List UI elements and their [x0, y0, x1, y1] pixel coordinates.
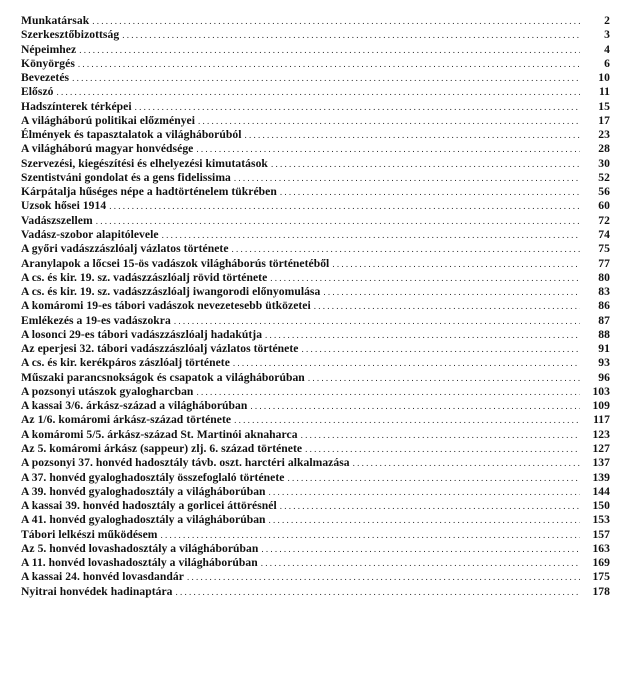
- toc-entry: [21, 285, 610, 299]
- toc-entry-page-number: 2: [604, 14, 610, 27]
- toc-entry-title: Nyitrai honvédek hadinaptára: [21, 584, 173, 598]
- toc-entry-page-number: 87: [598, 313, 610, 327]
- dot-leader: [332, 257, 580, 271]
- dot-leader: [135, 100, 580, 114]
- toc-entry: [21, 342, 610, 356]
- toc-entry: [21, 28, 610, 42]
- toc-entry-page-number: 153: [592, 513, 610, 527]
- toc-entry-title: Tábori lelkészi működésem: [21, 527, 158, 541]
- toc-entry: [21, 43, 610, 57]
- toc-entry: [21, 485, 610, 499]
- dot-leader: [72, 71, 580, 85]
- toc-entry: [21, 371, 610, 385]
- toc-entry-page-number: 139: [592, 470, 610, 484]
- dot-leader: [161, 528, 580, 542]
- toc-entry: [21, 57, 610, 71]
- toc-entry-page-number: 11: [598, 85, 610, 99]
- toc-entry-page-number: 96: [598, 370, 610, 384]
- dot-leader: [261, 542, 580, 556]
- toc-entry: [21, 570, 610, 584]
- toc-entry: [21, 499, 610, 513]
- toc-entry: [21, 471, 610, 485]
- toc-entry: [21, 385, 610, 399]
- dot-leader: [96, 214, 580, 228]
- toc-entry-page-number: 30: [598, 156, 610, 170]
- toc-entry-title: A kassai 3/6. árkász-század a világháborúban: [21, 399, 248, 413]
- toc-entry: [21, 228, 610, 242]
- toc-entry: [21, 185, 610, 199]
- dot-leader: [57, 85, 580, 99]
- dot-leader: [270, 271, 580, 285]
- toc-entry: [21, 242, 610, 256]
- toc-entry: [21, 399, 610, 413]
- toc-entry-title: Előszó: [21, 85, 54, 99]
- toc-entry-title: Kárpátalja hűséges népe a hadtörténelem tükrében: [21, 185, 277, 199]
- toc-entry-page-number: 169: [592, 556, 610, 570]
- toc-entry: [21, 356, 610, 370]
- toc-entry: [21, 171, 610, 185]
- toc-entry-title: A győri vadászzászlóalj vázlatos története: [21, 242, 229, 256]
- dot-leader: [314, 299, 580, 313]
- toc-entry-title: A cs. és kir. kerékpáros zászlóalj története: [21, 356, 230, 370]
- toc-entry: [21, 271, 610, 285]
- toc-entry-page-number: 56: [598, 185, 610, 199]
- toc-entry-title: Szentistváni gondolat és a gens fidelissima: [21, 170, 231, 184]
- dot-leader: [162, 228, 580, 242]
- toc-entry-page-number: 117: [593, 413, 610, 427]
- toc-entry-title: Műszaki parancsnokságok és csapatok a világháborúban: [21, 370, 305, 384]
- dot-leader: [269, 513, 580, 527]
- toc-entry-page-number: 109: [592, 399, 610, 413]
- dot-leader: [244, 128, 580, 142]
- toc-entry-page-number: 80: [598, 270, 610, 284]
- toc-entry-page-number: 77: [598, 256, 610, 270]
- toc-entry-title: Szerkesztőbizottság: [21, 28, 120, 42]
- toc-entry: [21, 114, 610, 128]
- toc-entry-page-number: 6: [604, 56, 610, 70]
- toc-entry: [21, 428, 610, 442]
- dot-leader: [196, 142, 580, 156]
- dot-leader: [265, 328, 580, 342]
- toc-entry-page-number: 175: [592, 570, 610, 584]
- toc-entry-page-number: 178: [592, 584, 610, 598]
- toc-entry-page-number: 83: [598, 285, 610, 299]
- dot-leader: [308, 371, 580, 385]
- dot-leader: [353, 456, 580, 470]
- dot-leader: [301, 428, 580, 442]
- dot-leader: [196, 385, 580, 399]
- dot-leader: [280, 185, 580, 199]
- toc-entry-page-number: 3: [604, 28, 610, 42]
- toc-entry-page-number: 103: [592, 384, 610, 398]
- dot-leader: [233, 356, 580, 370]
- dot-leader: [234, 413, 580, 427]
- toc-entry: [21, 199, 610, 213]
- toc-entry-title: Népeimhez: [21, 42, 77, 56]
- dot-leader: [187, 570, 580, 584]
- toc-entry-title: A 39. honvéd gyaloghadosztály a világháborúban: [21, 484, 266, 498]
- toc-entry: [21, 85, 610, 99]
- toc-entry-title: A pozsonyi 37. honvéd hadosztály távb. oszt. harctéri alkalmazása: [21, 456, 350, 470]
- toc-entry: [21, 214, 610, 228]
- toc-entry-title: A 37. honvéd gyaloghadosztály összefoglaló története: [21, 470, 285, 484]
- toc-entry-page-number: 127: [592, 441, 610, 455]
- toc-entry-title: Aranylapok a lőcsei 15-ös vadászok világháborús történetéből: [21, 256, 330, 270]
- toc-entry-page-number: 91: [598, 342, 610, 356]
- toc-entry-title: Könyörgés: [21, 56, 75, 70]
- toc-entry-title: A losonci 29-es tábori vadászzászlóalj hadakútja: [21, 327, 263, 341]
- toc-entry-page-number: 137: [592, 456, 610, 470]
- toc-entry-title: Az 5. honvéd lovashadosztály a világháborúban: [21, 541, 259, 555]
- toc-entry-page-number: 157: [592, 527, 610, 541]
- dot-leader: [250, 399, 580, 413]
- toc-entry-page-number: 23: [598, 128, 610, 142]
- toc-entry-page-number: 74: [598, 227, 610, 241]
- toc-entry-title: Szervezési, kiegészítési és elhelyezési kimutatások: [21, 156, 268, 170]
- toc-entry-title: A pozsonyi utászok gyalogharcban: [21, 384, 194, 398]
- toc-entry: [21, 528, 610, 542]
- toc-entry: [21, 585, 610, 599]
- toc-entry-title: A komáromi 19-es tábori vadászok nevezetesebb ütközetei: [21, 299, 311, 313]
- toc-entry: [21, 328, 610, 342]
- toc-entry-title: Munkatársak: [21, 14, 90, 27]
- toc-entry-page-number: 75: [598, 242, 610, 256]
- toc-entry-title: A komáromi 5/5. árkász-század St. Martinói aknaharca: [21, 427, 298, 441]
- toc-entry-title: Az eperjesi 32. tábori vadászzászlóalj vázlatos története: [21, 342, 299, 356]
- toc-entry-page-number: 150: [592, 499, 610, 513]
- dot-leader: [261, 556, 580, 570]
- toc-entry-title: A cs. és kir. 19. sz. vadászzászlóalj rövid története: [21, 270, 268, 284]
- dot-leader: [271, 157, 580, 171]
- toc-entry-title: A cs. és kir. 19. sz. vadászzászlóalj iwangorodi előnyomulása: [21, 285, 321, 299]
- toc-entry: [21, 542, 610, 556]
- toc-entry: [21, 157, 610, 171]
- toc-entry-title: Bevezetés: [21, 71, 70, 85]
- dot-leader: [198, 114, 580, 128]
- dot-leader: [79, 43, 580, 57]
- toc-entry: [21, 314, 610, 328]
- dot-leader: [174, 314, 580, 328]
- toc-entry-page-number: 15: [598, 99, 610, 113]
- dot-leader: [269, 485, 580, 499]
- dot-leader: [323, 285, 580, 299]
- toc-entry-page-number: 88: [598, 327, 610, 341]
- dot-leader: [122, 28, 580, 42]
- toc-entry: [21, 71, 610, 85]
- toc-entry-page-number: 10: [598, 71, 610, 85]
- toc-entry-title: Az 1/6. komáromi árkász-század története: [21, 413, 232, 427]
- toc-entry-title: A kassai 24. honvéd lovasdandár: [21, 570, 184, 584]
- dot-leader: [109, 199, 580, 213]
- table-of-contents: [21, 14, 610, 599]
- toc-entry-title: A 11. honvéd lovashadosztály a világháborúban: [21, 556, 258, 570]
- toc-entry-page-number: 72: [598, 213, 610, 227]
- toc-entry: [21, 100, 610, 114]
- toc-entry: [21, 413, 610, 427]
- dot-leader: [280, 499, 580, 513]
- dot-leader: [234, 171, 580, 185]
- toc-entry-page-number: 17: [598, 113, 610, 127]
- dot-leader: [301, 342, 580, 356]
- dot-leader: [305, 442, 580, 456]
- toc-entry-title: Az 5. komáromi árkász (sappeur) zlj. 6. század története: [21, 441, 303, 455]
- toc-entry-title: Vadász-szobor alapitólevele: [21, 227, 159, 241]
- toc-entry: [21, 442, 610, 456]
- dot-leader: [176, 585, 581, 599]
- toc-entry-page-number: 28: [598, 142, 610, 156]
- toc-entry-page-number: 52: [598, 170, 610, 184]
- toc-entry: [21, 556, 610, 570]
- dot-leader: [78, 57, 580, 71]
- toc-entry-page-number: 144: [592, 484, 610, 498]
- toc-entry-title: Hadszínterek térképei: [21, 99, 132, 113]
- toc-entry-page-number: 93: [598, 356, 610, 370]
- toc-entry-title: A kassai 39. honvéd hadosztály a gorlicei áttörésnél: [21, 499, 277, 513]
- toc-entry-page-number: 163: [592, 541, 610, 555]
- toc-entry: [21, 142, 610, 156]
- toc-entry-page-number: 86: [598, 299, 610, 313]
- toc-entry-page-number: 4: [604, 42, 610, 56]
- dot-leader: [287, 471, 580, 485]
- toc-entry-title: Élmények és tapasztalatok a világháborúból: [21, 128, 242, 142]
- toc-entry-title: Vadászszellem: [21, 213, 93, 227]
- toc-entry: [21, 14, 610, 28]
- toc-entry: [21, 128, 610, 142]
- toc-entry: [21, 456, 610, 470]
- dot-leader: [232, 242, 580, 256]
- toc-entry-page-number: 60: [598, 199, 610, 213]
- dot-leader: [92, 14, 580, 28]
- toc-entry: [21, 513, 610, 527]
- toc-entry: [21, 257, 610, 271]
- toc-entry-title: A világháború magyar honvédsége: [21, 142, 194, 156]
- toc-entry-title: A 41. honvéd gyaloghadosztály a világháborúban: [21, 513, 266, 527]
- toc-entry-page-number: 123: [592, 427, 610, 441]
- toc-entry-title: A világháború politikai előzményei: [21, 113, 196, 127]
- toc-entry: [21, 299, 610, 313]
- toc-entry-title: Emlékezés a 19-es vadászokra: [21, 313, 171, 327]
- toc-entry-title: Uzsok hősei 1914: [21, 199, 107, 213]
